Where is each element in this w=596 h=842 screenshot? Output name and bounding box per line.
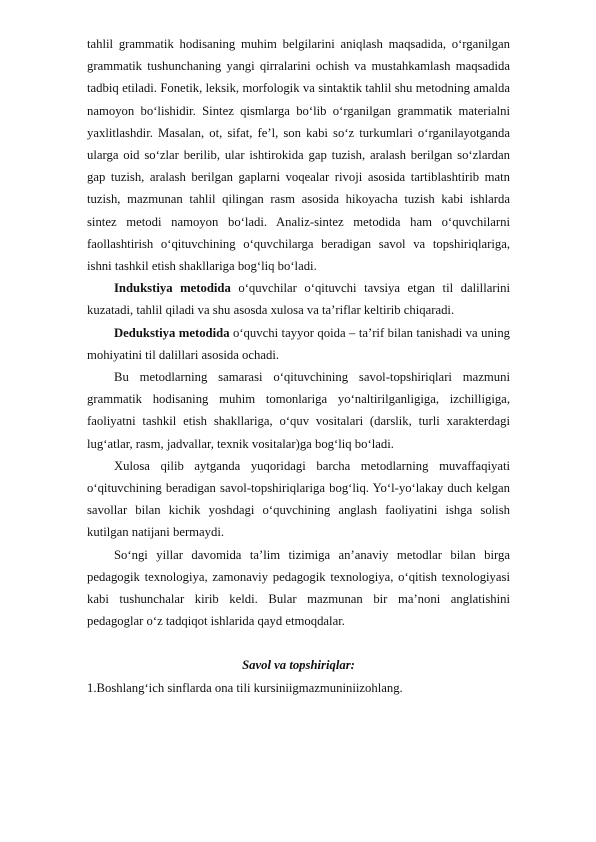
paragraph-induktiv: [87, 277, 510, 321]
paragraph-xulosa: Xulosa qilib aytganda yuqoridagi barcha metodlarning muvaffaqiyati o‘qituvchining beradigan savol-topshiriqlariga bog‘liq. Yo‘l-yo‘lakay duch kelgan savollar bilan kichik yoshdagi o‘quvchining anglash faoliyatini ishga solish kutilgan natijani bermaydi.: [87, 458, 510, 540]
question-item: 1.Boshlang‘ich sinflarda ona tili kursiniigmazmuniniizohlang.: [87, 680, 403, 695]
term-induktiv: Indukstiya metodida: [114, 281, 231, 296]
text-induktiv: o‘quvchilar o‘qituvchi tavsiya etgan til dalillarini kuzatadi, tahlil qiladi va shu asosda xulosa va ta’riflar keltirib chiqaradi.: [87, 281, 510, 318]
questions-heading: Savol va topshiriqlar:: [242, 658, 355, 673]
paragraph-analiz-sintez: tahlil grammatik hodisaning muhim belgilarini aniqlash maqsadida, o‘rganilgan grammatik tushunchaning yangi qirralarini ochish va mustahkamlash maqsadida tadbiq etiladi. Fonetik, leksik, morfologik va sintaktik tahlil shu metodning amalda namoyon bo‘lishidir. Sintez qismlarga bo‘lib o‘rganilgan grammatik materialni yaxlitlashdir. Masalan, ot, sifat, fe’l, son kabi so‘z turkumlari o‘rganilayotganda ularga oid so‘zlar berilib, ular ishtirokida gap tuzish, aralash berilgan so‘zlardan gap tuzish, aralash berilgan gaplarni voqealar rivoji asosida tartiblashtirib matn tuzish, mazmunan tahlil qilingan rasm asosida hikoyacha tuzish kabi ishlarda sintez metodi namoyon bo‘ladi. Analiz-sintez metodida ham o‘quvchilarni faollashtirish o‘qituvchining o‘quvchilarga beradigan savol va topshiriqlariga, ishni tashkil etish shakllariga bog‘liq bo‘ladi.: [87, 37, 510, 274]
term-deduktiv: Dedukstiya metodida: [114, 325, 230, 340]
paragraph-bu-metodlar: Bu metodlarning samarasi o‘qituvchining savol-topshiriqlari mazmuni grammatik hodisaning muhim tomonlariga yo‘naltirilganligiga, izchilligiga, faoliyatni tashkil etish shakllariga, o‘quv vositalari (darslik, turli xarakterdagi lug‘atlar, rasm, jadvallar, texnik vositalar)ga bog‘liq bo‘ladi.: [87, 370, 510, 451]
text-deduktiv: o‘quvchi tayyor qoida – ta’rif bilan tanishadi va uning mohiyatini til dalillari asosida ochadi.: [87, 325, 511, 362]
paragraph-songi-yillar: So‘ngi yillar davomida ta’lim tizimiga an’anaviy metodlar bilan birga pedagogik texnologiya, zamonaviy pedagogik texnologiya, o‘qitish texnologiyasi kabi tushunchalar kirib keldi. Bular mazmunan bir ma’noni anglatishini pedagoglar o‘z tadqiqot ishlarida qayd etmoqdalar.: [87, 547, 510, 629]
body-text: [87, 33, 510, 699]
paragraph-deduktiv: [87, 322, 510, 366]
